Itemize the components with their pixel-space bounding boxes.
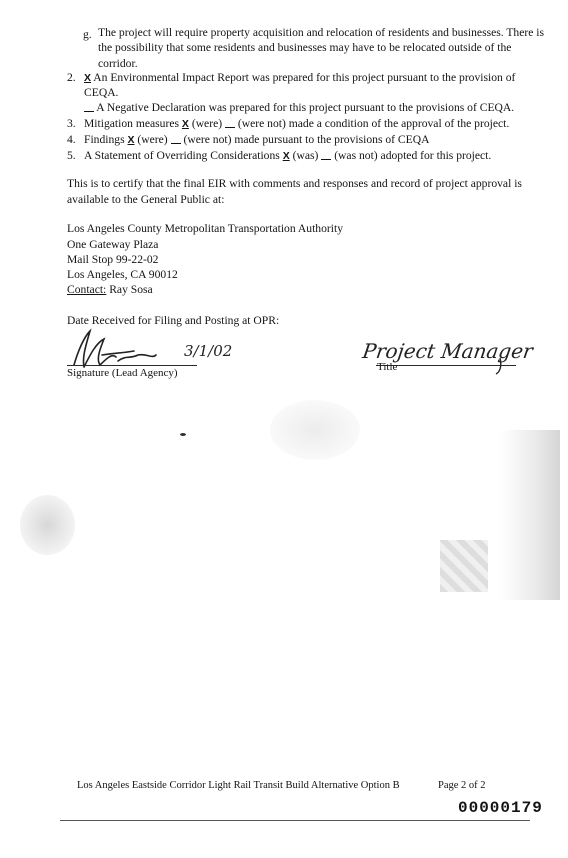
item4-mark: X xyxy=(127,134,135,146)
document-number: 00000179 xyxy=(458,799,543,817)
item2-line2: CEQA. xyxy=(84,86,119,99)
contact-label: Contact: xyxy=(67,283,107,296)
item3-blank xyxy=(225,117,235,128)
item-g-line3: corridor. xyxy=(98,57,138,70)
title-label: Title xyxy=(377,361,398,373)
item-g-letter: g. xyxy=(83,28,92,41)
item4-pre: Findings xyxy=(84,133,125,146)
certify-line1: This is to certify that the final EIR with comments and responses and record of project approval is xyxy=(67,177,522,190)
signature-date: 3/1/02 xyxy=(184,342,233,360)
item5-blank xyxy=(321,149,331,160)
item2-text: An Environmental Impact Report was prepared for this project pursuant to the provision of xyxy=(93,71,516,84)
footer-page: Page 2 of 2 xyxy=(438,780,486,791)
address-street: One Gateway Plaza xyxy=(67,238,159,251)
item5-number: 5. xyxy=(67,149,76,162)
certify-line2: available to the General Public at: xyxy=(67,193,225,206)
address-mailstop: Mail Stop 99-22-02 xyxy=(67,253,159,266)
item3-post: (were not) made a condition of the approval of the project. xyxy=(237,117,510,130)
title-handwriting: Project Manager xyxy=(361,339,535,363)
footer-rule xyxy=(60,820,530,821)
item5-pre: A Statement of Overriding Considerations xyxy=(84,149,280,162)
item4-text xyxy=(84,133,429,147)
contact-name: Ray Sosa xyxy=(109,283,153,296)
item4-mid: (were) xyxy=(137,133,168,146)
scan-speck xyxy=(180,433,186,436)
item4-post: (were not) made pursuant to the provisions of CEQA xyxy=(183,133,430,146)
item3-text xyxy=(84,117,509,131)
signature-label: Signature (Lead Agency) xyxy=(67,367,178,379)
scan-smudge-left xyxy=(20,495,75,555)
item2-negdec xyxy=(84,101,514,115)
item3-mid: (were) xyxy=(191,117,223,130)
address-city: Los Angeles, CA 90012 xyxy=(67,268,178,281)
item5-text xyxy=(84,149,491,163)
item2-negdec-blank xyxy=(84,101,94,112)
item2-mark: X xyxy=(84,72,92,84)
item-g-line1: The project will require property acquisition and relocation of residents and businesses. There is xyxy=(98,26,545,39)
scan-edge-shadow xyxy=(500,430,560,600)
item5-mark: X xyxy=(282,150,290,162)
item2-negdec-text: A Negative Declaration was prepared for this project pursuant to the provisions of CEQA. xyxy=(96,101,515,114)
scan-smudge-center xyxy=(270,400,360,460)
item5-mid: (was) xyxy=(292,149,319,162)
date-received-label: Date Received for Filing and Posting at OPR: xyxy=(67,314,280,327)
item4-number: 4. xyxy=(67,133,76,146)
footer-project: Los Angeles Eastside Corridor Light Rail Transit Build Alternative Option B xyxy=(77,780,400,791)
item2-line1 xyxy=(84,71,515,85)
item3-number: 3. xyxy=(67,117,76,130)
item3-pre: Mitigation measures xyxy=(84,117,179,130)
item2-number: 2. xyxy=(67,71,76,84)
scan-noise-block xyxy=(440,540,488,592)
item5-post: (was not) adopted for this project. xyxy=(334,149,492,162)
address-org: Los Angeles County Metropolitan Transportation Authority xyxy=(67,222,343,235)
item4-blank xyxy=(171,133,181,144)
item3-mark: X xyxy=(181,118,189,130)
item-g-line2: the possibility that some residents and businesses may have to be relocated outside of the xyxy=(98,41,512,54)
address-contact xyxy=(67,283,153,297)
